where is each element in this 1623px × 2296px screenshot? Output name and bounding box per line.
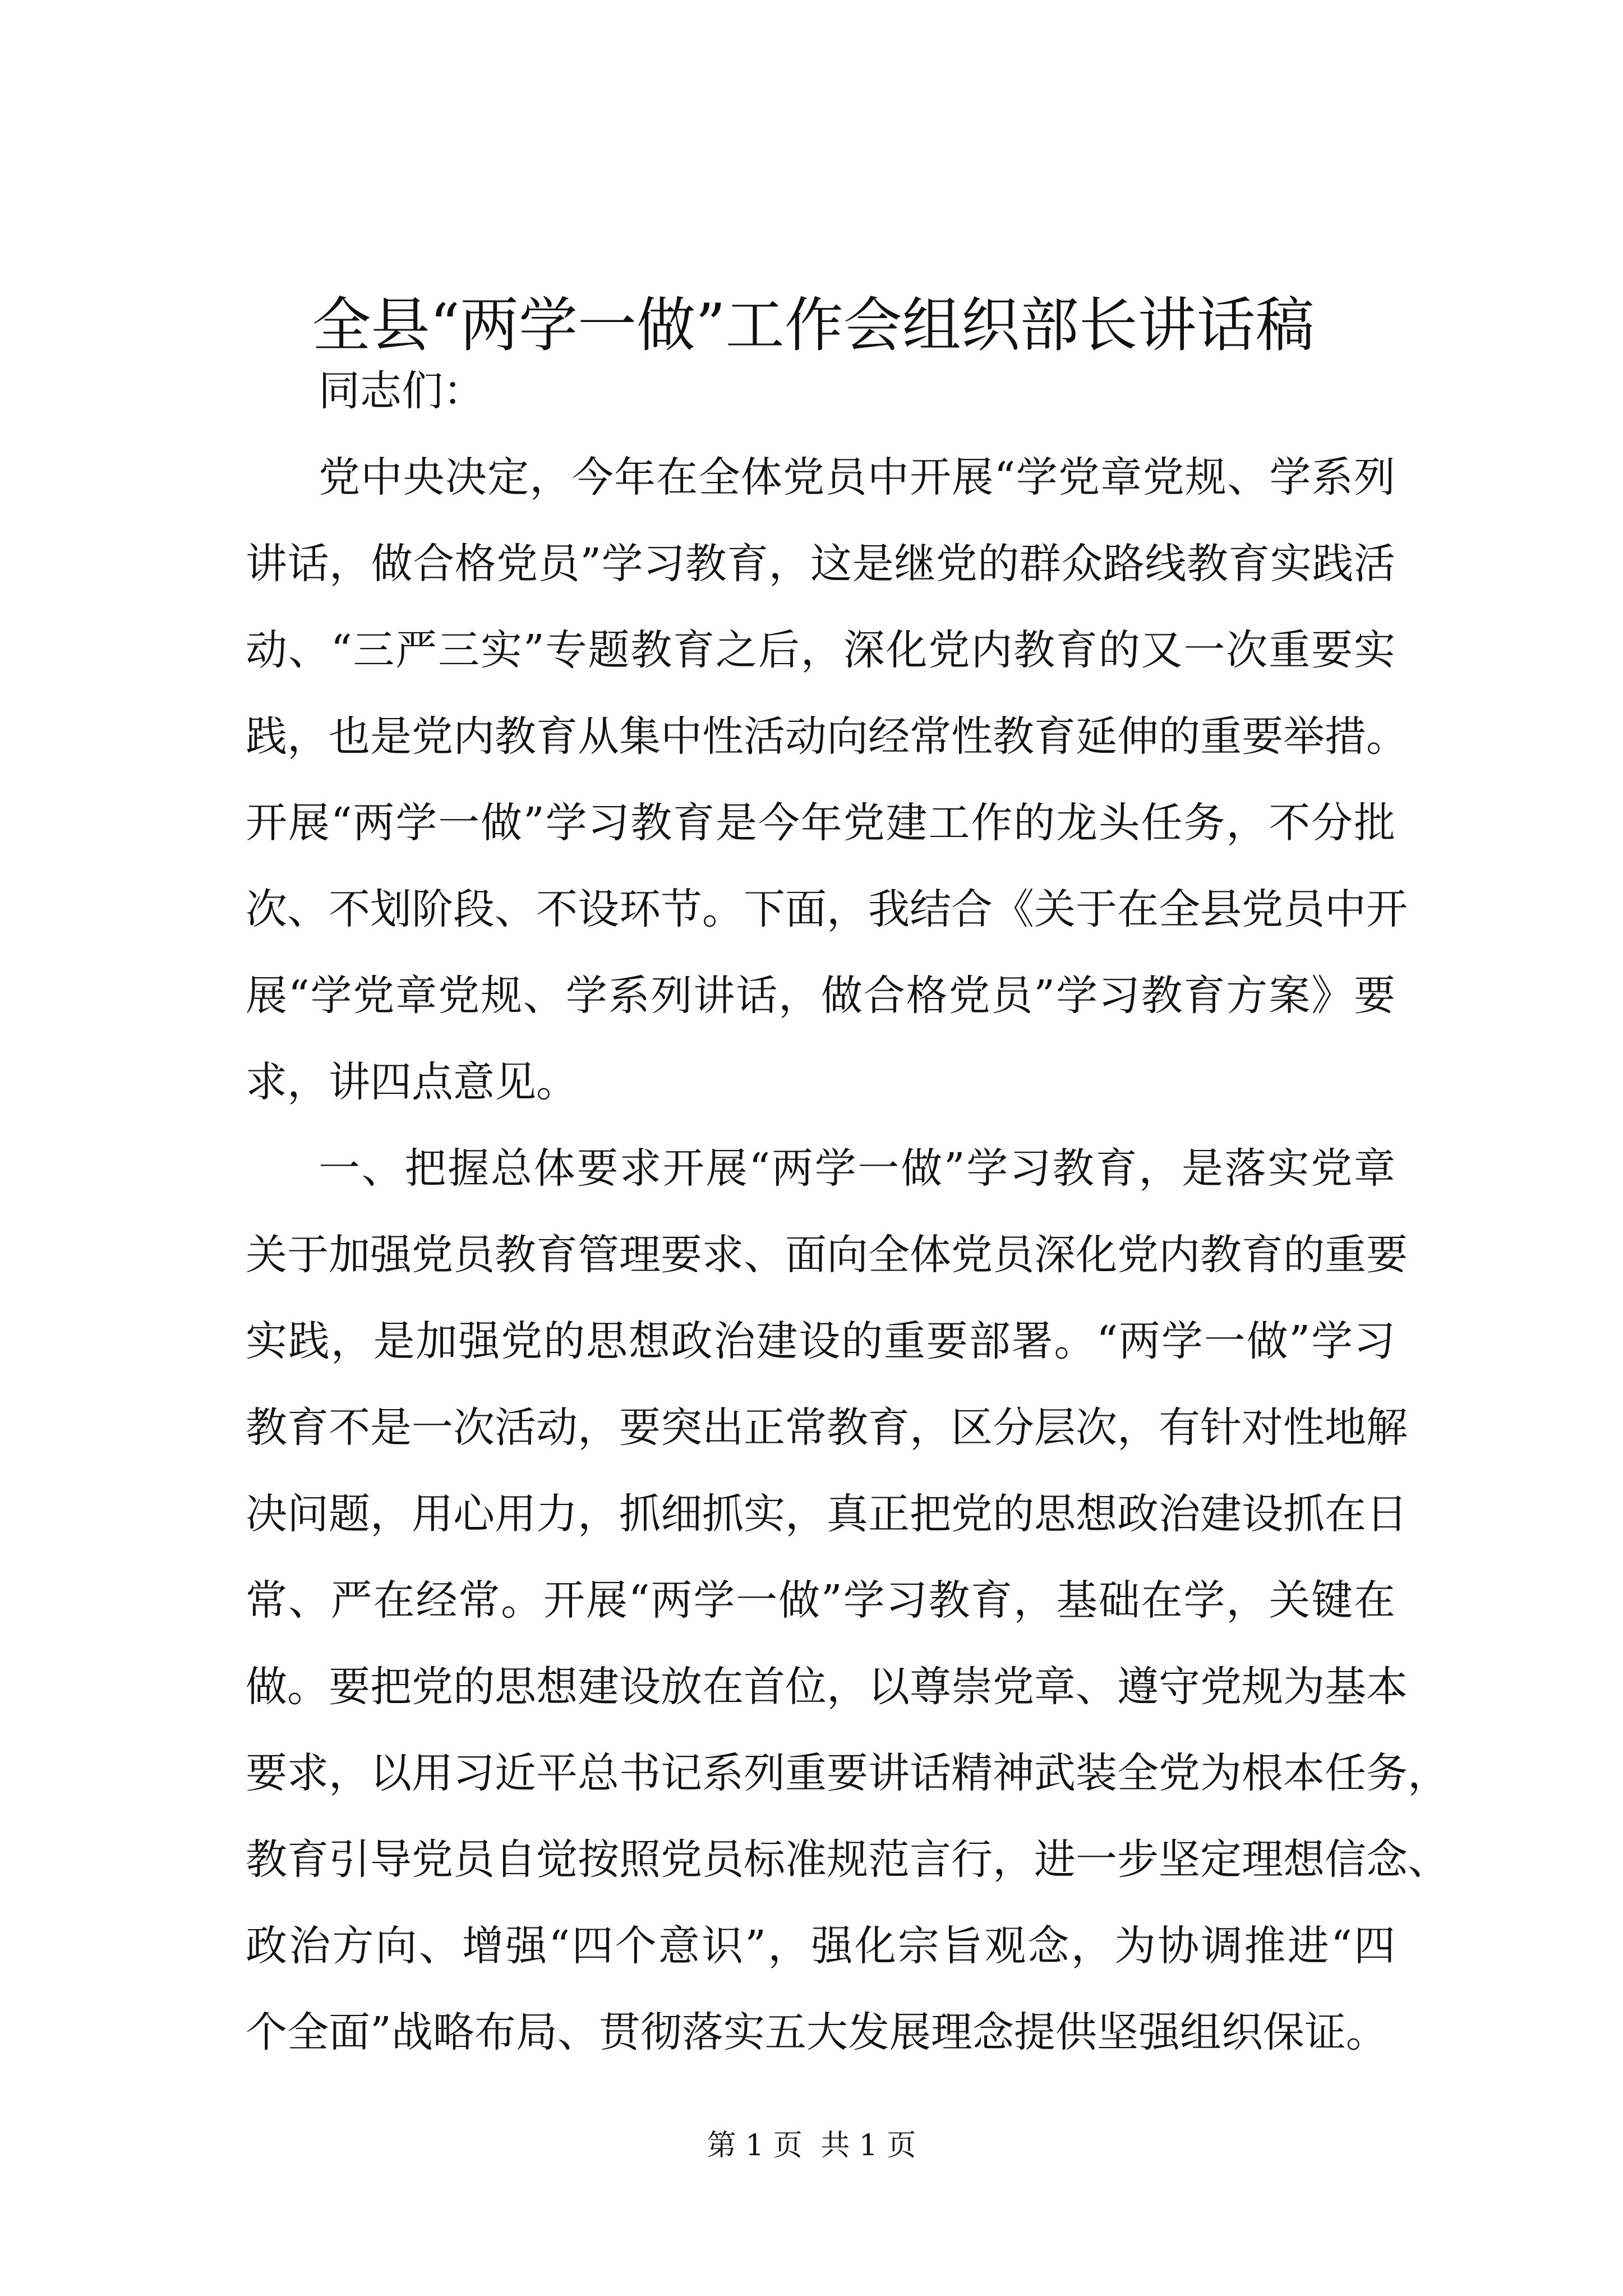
text-line: 讲话，做合格党员”学习教育，这是继党的群众路线教育实践活 (246, 540, 1395, 588)
text-line: 动、“三严三实”专题教育之后，深化党内教育的又一次重要实 (246, 626, 1395, 674)
text-line: 要求，以用习近平总书记系列重要讲话精神武装全党为根本任务， (246, 1749, 1449, 1797)
text-line: 教育引导党员自觉按照党员标准规范言行，进一步坚定理想信念、 (246, 1835, 1449, 1884)
text-line: 常、严在经常。开展“两学一做”学习教育，基础在学，关键在 (246, 1576, 1395, 1625)
paragraph-intro (246, 434, 1408, 1125)
text-line: 做。要把党的思想建设放在首位，以尊崇党章、遵守党规为基本 (246, 1663, 1408, 1711)
text-line: 一、把握总体要求开展“两学一做”学习教育，是落实党章 (319, 1144, 1395, 1193)
text-line: 决问题，用心用力，抓细抓实，真正把党的思想政治建设抓在日 (246, 1490, 1408, 1538)
text-line: 党中央决定，今年在全体党员中开展“学党章党规、学系列 (319, 453, 1395, 501)
text-line: 开展“两学一做”学习教育是今年党建工作的龙头任务，不分批 (246, 799, 1395, 847)
text-line: 政治方向、增强“四个意识”，强化宗旨观念，为协调推进“四 (246, 1922, 1395, 1970)
text-line: 关于加强党员教育管理要求、面向全体党员深化党内教育的重要 (246, 1231, 1408, 1279)
text-line: 教育不是一次活动，要突出正常教育，区分层次，有针对性地解 (246, 1404, 1408, 1452)
page-number-total: 共 1 页 (820, 2129, 916, 2162)
document-body (246, 348, 1449, 2076)
salutation: 同志们： (319, 367, 485, 415)
paragraph-section-one (246, 1125, 1449, 2076)
text-line: 求，讲四点意见。 (246, 1058, 578, 1106)
text-line: 实践，是加强党的思想政治建设的重要部署。“两学一做”学习 (246, 1317, 1395, 1365)
text-line: 个全面”战略布局、贯彻落实五大发展理念提供坚强组织保证。 (246, 2008, 1387, 2056)
text-line: 展“学党章党规、学系列讲话，做合格党员”学习教育方案》要 (246, 972, 1395, 1020)
page-number-current: 第 1 页 (707, 2129, 803, 2162)
text-line: 践，也是党内教育从集中性活动向经常性教育延伸的重要举措。 (246, 712, 1408, 761)
text-line: 次、不划阶段、不设环节。下面，我结合《关于在全县党员中开 (246, 885, 1408, 933)
document-title: 全县“两学一做”工作会组织部长讲话稿 (312, 291, 1315, 360)
page-footer (0, 2126, 1623, 2165)
